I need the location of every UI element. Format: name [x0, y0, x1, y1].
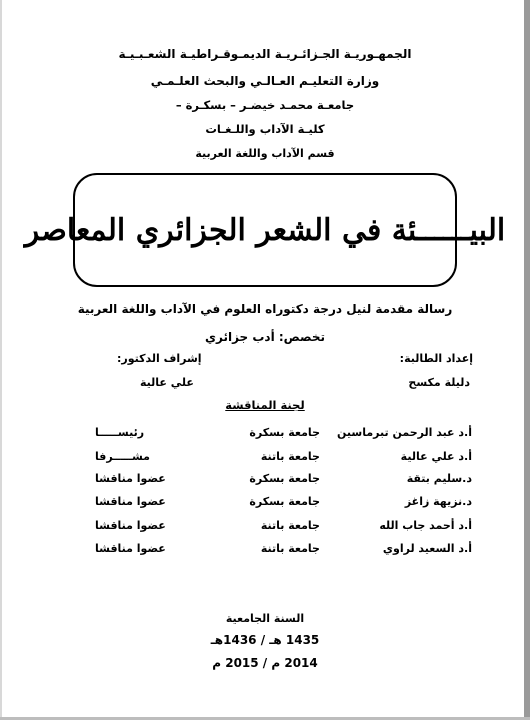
- member-university: جامعة باتنة: [260, 519, 320, 532]
- title-frame: [24, 173, 506, 287]
- committee-row: [0, 519, 530, 535]
- member-name: أ.د علي عالية: [400, 450, 472, 463]
- member-name: أ.د عبد الرحمن تبرماسين: [337, 426, 472, 439]
- academic-year-hijri: 1435 هـ / 1436هـ: [210, 633, 320, 647]
- header-ministry: وزارة التعليـم العـالـي والبحث العلـمـي: [150, 74, 380, 88]
- committee-row: [0, 495, 530, 511]
- committee-row: [0, 450, 530, 466]
- specialization: تخصص: أدب جزائري: [204, 330, 326, 344]
- member-university: جامعة باتنة: [260, 542, 320, 555]
- member-university: جامعة بسكرة: [249, 426, 320, 439]
- header-department: قسم الآداب واللغة العربية: [195, 147, 335, 160]
- header-university: جامعـة محمـد خيضـر – بسكـرة –: [175, 98, 355, 112]
- member-role: عضوا مناقشا: [95, 519, 166, 532]
- member-role: عضوا مناقشا: [95, 472, 166, 485]
- academic-year-gregorian: 2014 م / 2015 م: [212, 656, 318, 670]
- student-name: دليلة مكسح: [408, 376, 470, 389]
- member-university: جامعة بسكرة: [249, 495, 320, 508]
- member-role: مشـــــرفا: [95, 450, 150, 463]
- member-name: د.سليم بتقة: [406, 472, 472, 485]
- committee-row: [0, 426, 530, 442]
- degree-statement: رسالة مقدمة لنيل درجة دكتوراه العلوم في الآداب واللغة العربية: [77, 302, 453, 316]
- member-name: أ.د أحمد جاب الله: [379, 519, 472, 532]
- member-role: عضوا مناقشا: [95, 495, 166, 508]
- supervisor-label: إشراف الدكتور:: [117, 352, 202, 365]
- member-university: جامعة بسكرة: [249, 472, 320, 485]
- academic-year-label: السنة الجامعية: [225, 612, 305, 625]
- member-university: جامعة باتنة: [260, 450, 320, 463]
- header-republic: الجمهـوريـة الجـزائـريـة الديمـوقـراطيـة الشعـبـيـة: [118, 47, 412, 61]
- member-role: عضوا مناقشا: [95, 542, 166, 555]
- thesis-title: البيــــــئة في الشعر الجزائري المعاصر: [24, 212, 506, 248]
- committee-heading: لجنة المناقشة: [225, 398, 305, 412]
- committee-row: [0, 472, 530, 488]
- member-role: رئيســـــا: [95, 426, 145, 439]
- supervisor-name: علي عالية: [140, 376, 194, 389]
- member-name: أ.د السعيد لراوي: [382, 542, 472, 555]
- member-name: د.نزيهة زاغز: [404, 495, 472, 508]
- committee-row: [0, 542, 530, 558]
- student-label: إعداد الطالبة:: [399, 352, 473, 365]
- header-faculty: كليـة الآداب واللـغـات: [205, 122, 325, 136]
